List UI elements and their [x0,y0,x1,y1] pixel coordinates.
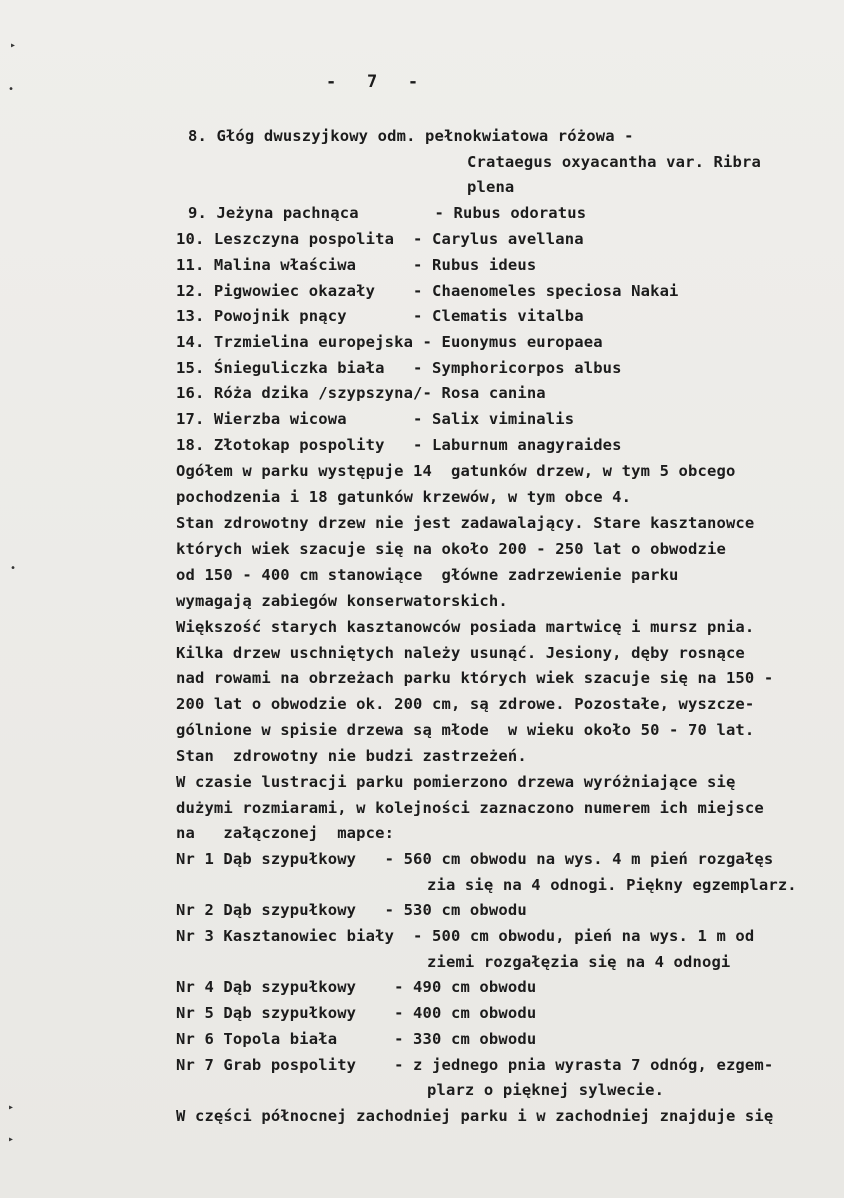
text-line: 10. Leszczyna pospolita - Carylus avellana [176,230,584,248]
text-line: Stan zdrowotny drzew nie jest zadawalający. Stare kasztanowce [176,514,755,532]
text-line: 18. Złotokap pospolity - Laburnum anagyraides [176,436,622,454]
text-line: nad rowami na obrzeżach parku których wiek szacuje się na 150 - [176,669,774,687]
text-line: 13. Powojnik pnący - Clematis vitalba [176,307,584,325]
text-line: Nr 3 Kasztanowiec biały - 500 cm obwodu, pień na wys. 1 m od [176,927,755,945]
text-line: 9. Jeżyna pachnąca - Rubus odoratus [188,204,587,222]
text-line: 12. Pigwowiec okazały - Chaenomeles speciosa Nakai [176,282,679,300]
text-line: 16. Róża dzika /szypszyna/- Rosa canina [176,384,546,402]
text-line: Nr 2 Dąb szypułkowy - 530 cm obwodu [176,901,527,919]
text-line: 14. Trzmielina europejska - Euonymus europaea [176,333,603,351]
text-line: 17. Wierzba wicowa - Salix viminalis [176,410,575,428]
text-line: Crataegus oxyacantha var. Ribra [467,153,761,171]
text-line: W czasie lustracji parku pomierzono drzewa wyróżniające się [176,773,736,791]
text-line: Większość starych kasztanowców posiada martwicę i mursz pnia. [176,618,755,636]
text-line: W części północnej zachodniej parku i w zachodniej znajduje się [176,1107,774,1125]
text-line: których wiek szacuje się na około 200 - 250 lat o obwodzie [176,540,726,558]
page-number: - 7 - [326,72,419,92]
text-line: Nr 5 Dąb szypułkowy - 400 cm obwodu [176,1004,537,1022]
text-line: Ogółem w parku występuje 14 gatunków drzew, w tym 5 obcego [176,462,736,480]
text-line: Nr 4 Dąb szypułkowy - 490 cm obwodu [176,978,537,996]
text-line: Nr 6 Topola biała - 330 cm obwodu [176,1030,537,1048]
text-line: 11. Malina właściwa - Rubus ideus [176,256,537,274]
scan-mark: ▸ [8,1134,15,1145]
text-line: gólnione w spisie drzewa są młode w wieku około 50 - 70 lat. [176,721,755,739]
text-line: Nr 1 Dąb szypułkowy - 560 cm obwodu na wys. 4 m pień rozgałęs [176,850,774,868]
text-line: na załączonej mapce: [176,824,395,842]
text-line: Nr 7 Grab pospolity - z jednego pnia wyrasta 7 odnóg, ezgem- [176,1056,774,1074]
text-line: od 150 - 400 cm stanowiące główne zadrzewienie parku [176,566,679,584]
text-line: 15. Śnieguliczka biała - Symphoricorpos albus [176,359,622,377]
text-line: plena [467,178,515,196]
scan-mark: • [10,563,17,574]
text-line: zia się na 4 odnogi. Piękny egzemplarz. [427,876,797,894]
text-line: wymagają zabiegów konserwatorskich. [176,592,508,610]
scan-mark: • [8,84,15,95]
text-line: Kilka drzew uschniętych należy usunąć. Jesiony, dęby rosnące [176,644,745,662]
text-line: 8. Głóg dwuszyjkowy odm. pełnokwiatowa różowa - [188,127,634,145]
text-line: pochodzenia i 18 gatunków krzewów, w tym obce 4. [176,488,632,506]
text-line: plarz o pięknej sylwecie. [427,1081,665,1099]
text-line: 200 lat o obwodzie ok. 200 cm, są zdrowe. Pozostałe, wyszcze- [176,695,755,713]
scan-mark: ▸ [8,1102,15,1113]
text-line: ziemi rozgałęzia się na 4 odnogi [427,953,731,971]
text-line: dużymi rozmiarami, w kolejności zaznaczono numerem ich miejsce [176,799,764,817]
text-line: Stan zdrowotny nie budzi zastrzeżeń. [176,747,527,765]
scan-mark: ▸ [10,40,17,51]
